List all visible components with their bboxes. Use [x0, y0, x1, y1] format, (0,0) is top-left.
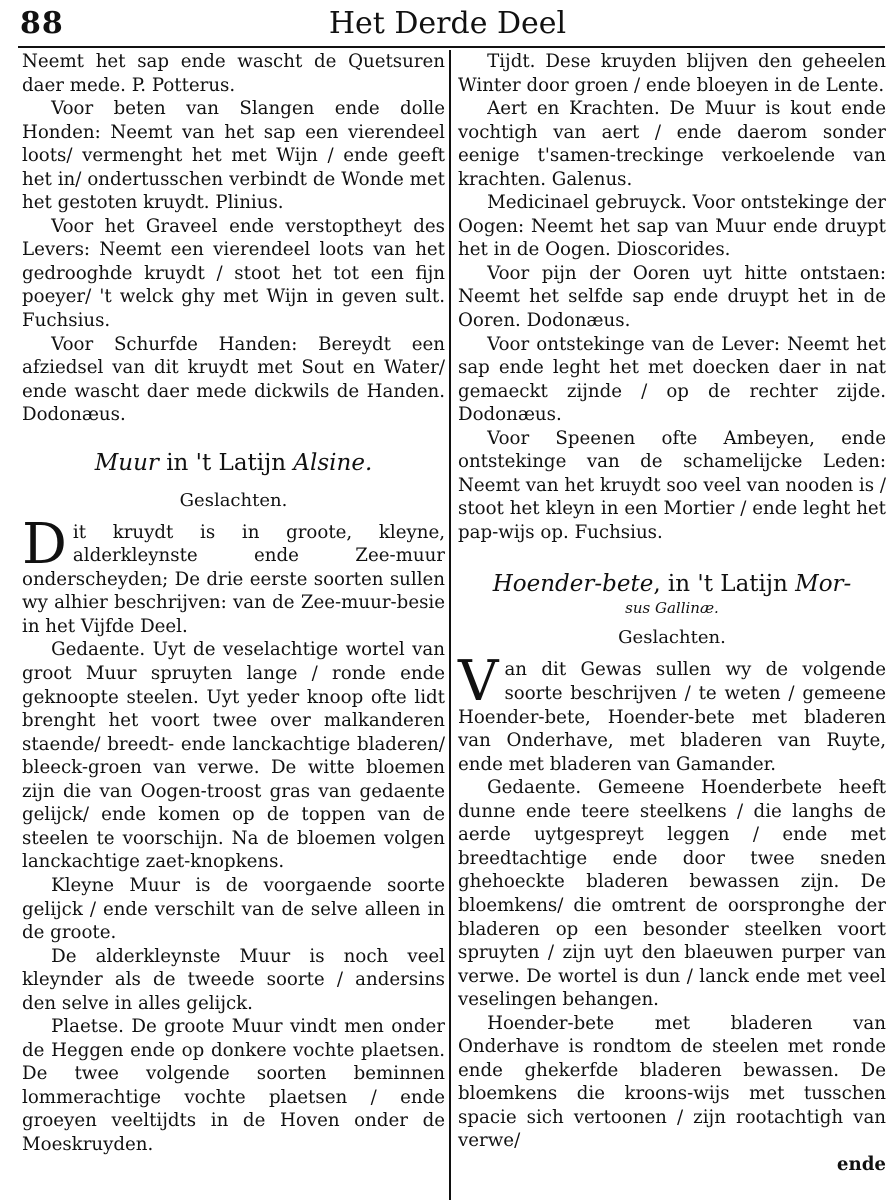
- subheading-geslachten: Geslachten.: [618, 627, 726, 649]
- heading-connector: , in 't Latijn: [653, 571, 796, 598]
- paragraph: Neemt het sap ende wascht de Quetsuren daer mede. P. Potterus.: [22, 51, 445, 96]
- paragraph: Aert en Krachten. De Muur is kout ende vochtigh van aert / ende daerom sonder eenige t'samen-treckinge verkoelende van krachten. Galenus.: [458, 98, 886, 190]
- heading-connector: in 't Latijn: [158, 449, 294, 476]
- paragraph: Plaetse. De groote Muur vindt men onder de Heggen ende op donkere vochte plaetsen. De twee volgende soorten beminnen lommerachtige vochte plaetsen / ende groeyen veeltijdts in de Hoven onder de Moeskruyden.: [22, 1016, 445, 1155]
- heading-latin: Mor-: [795, 571, 852, 598]
- paragraph: Hoender-bete met bladeren van Onderhave is rondtom de steelen met ronde ende ghekerfde bladeren bewassen. De bloemkens die kroons-wijs met tusschen spacie sich vertoonen / zijn rootachtigh van verwe/: [458, 1012, 886, 1152]
- right-column: [458, 50, 886, 1177]
- paragraph: Voor ontstekinge van de Lever: Neemt het sap ende leght het met doecken daer in nat gemaeckt zijnde / op de rechter zijde. Dodonæus.: [458, 333, 886, 426]
- paragraph: Voor Speenen ofte Ambeyen, ende ontstekinge van de schamelijcke Leden: Neemt van het kruydt soo veel van nooden is / stoot het kleyn in een Mortier / ende leght het pap-wijs op. Fuchsius.: [458, 427, 886, 543]
- subheading-geslachten: Geslachten.: [179, 489, 288, 511]
- paragraph: Gedaente. Gemeene Hoenderbete heeft dunne ende teere steelkens / die langhs de aerde uytgespreyt leggen / ende met breedtachtige ende door twee sneden ghehoeckte bladeren bewassen zijn. De bloemkens/ die omtrent de oorspronghe der bladeren op een besonder steelken voort spruyten / zijn uyt den blaeuwen purper van verwe. De wortel is dun / lanck ende met veel veselingen behangen.: [458, 777, 886, 1011]
- paragraph: Medicinael gebruyck. Voor ontstekinge der Oogen: Neemt het sap van Muur ende druypt het in de Oogen. Dioscorides.: [458, 192, 886, 261]
- paragraph: Tijdt. Dese kruyden blijven den geheelen Winter door groen / ende bloeyen in de Lente.: [458, 51, 886, 96]
- heading-name: Hoender-bete: [492, 571, 654, 598]
- page-number: 88: [20, 6, 64, 41]
- heading-latin-continued: [458, 598, 886, 618]
- paragraph: Voor beten van Slangen ende dolle Honden: Neemt van het sap een vierendeel loots/ vermenght het met Wijn / ende geeft het in/ ondertusschen verbindt de Wonde met het gestoten kruydt. Plinius.: [22, 98, 445, 214]
- paragraph: Gedaente. Uyt de veselachtige wortel van groot Muur spruyten lange / ronde ende geknoopte steelen. Uyt yeder knoop ofte lidt brenght het voort twee over malkanderen staende/ breedt- ende lanckachtige bladeren/ bleeck-groen van verwe. De witte bloemen zijn die van Oogen-troost gras van gedaente gelijck/ ende komen op de toppen van de steelen te voorschijn. Na de bloemen volgen lanckachtige zaet-knopkens.: [22, 639, 445, 873]
- paragraph: Voor pijn der Ooren uyt hitte ontstaen: Neemt het selfde sap ende druypt het in de Ooren. Dodonæus.: [458, 262, 886, 332]
- section-heading-hoender-bete: [458, 570, 886, 598]
- heading-latin-rest: sus Gallinæ.: [625, 599, 719, 618]
- paragraph: Kleyne Muur is de voorgaende soorte gelijck / ende verschilt van de selve alleen in de groote.: [22, 874, 445, 944]
- paragraph: De alderkleynste Muur is noch veel kleynder als de tweede soorte / andersins den selve in alles gelijck.: [22, 945, 445, 1014]
- heading-name: Muur: [94, 449, 159, 476]
- paragraph: Voor het Graveel ende verstoptheyt des Levers: Neemt een vierendeel loots van het gedrooghde kruydt / stoot het tot een fijn poeyer/ 't welck ghy met Wijn in geven sult. Fuchsius.: [22, 215, 445, 332]
- paragraph-dropcap: Van dit Gewas sullen wy de volgende soorte beschrijven / te weten / gemeene Hoender-bete, Hoender-bete met bladeren van Onderhave, met bladeren van Ruyte, ende met bladeren van Gamander.: [458, 649, 886, 775]
- paragraph-dropcap: Dit kruydt is in groote, kleyne, alderkleynste ende Zee-muur onderscheyden; De drie eerste soorten sullen wy alhier beschrijven: van de Zee-muur-besie in het Vijfde Deel.: [22, 511, 445, 637]
- section-heading-muur: [22, 449, 445, 477]
- heading-latin: Alsine.: [293, 449, 373, 476]
- column-divider: [449, 50, 451, 1200]
- running-title: Het Derde Deel: [328, 6, 567, 41]
- paragraph: Voor Schurfde Handen: Bereydt een afziedsel van dit kruydt met Sout en Water/ ende wascht daer mede dickwils de Handen. Dodonæus.: [22, 333, 445, 426]
- catchword: ende: [836, 1153, 886, 1175]
- header-rule: [18, 46, 885, 48]
- left-column: [22, 50, 445, 1157]
